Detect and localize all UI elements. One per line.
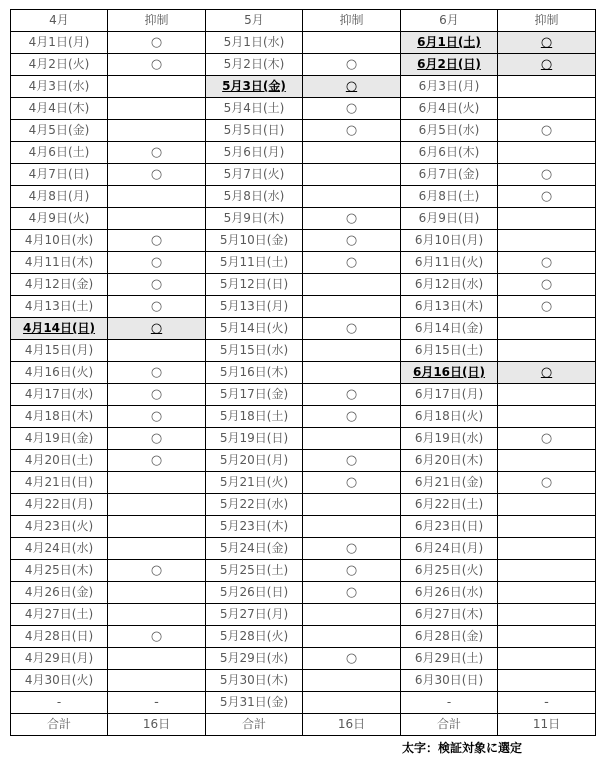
suppression-april-cell: ○: [108, 274, 206, 296]
date-april-cell: 4月2日(火): [11, 54, 108, 76]
legend-note: 太字：検証対象に選定: [402, 741, 523, 755]
total-label-june: 合計: [401, 714, 498, 736]
table-row: [11, 406, 596, 428]
suppression-april-cell: [108, 472, 206, 494]
date-april-cell: 4月27日(土): [11, 604, 108, 626]
date-june-cell: 6月21日(金): [401, 472, 498, 494]
suppression-may-cell: ○: [303, 76, 401, 98]
table-row: [11, 274, 596, 296]
date-june-cell: 6月1日(土): [401, 32, 498, 54]
date-april-cell: 4月22日(月): [11, 494, 108, 516]
suppression-april-cell: ○: [108, 450, 206, 472]
suppression-june-cell: [498, 98, 596, 120]
header-may: 5月: [206, 10, 303, 32]
suppression-may-cell: [303, 274, 401, 296]
suppression-may-cell: ○: [303, 406, 401, 428]
table-row: [11, 362, 596, 384]
date-april-cell: 4月24日(水): [11, 538, 108, 560]
suppression-april-cell: [108, 340, 206, 362]
date-june-cell: 6月17日(月): [401, 384, 498, 406]
suppression-may-cell: [303, 340, 401, 362]
suppression-april-cell: ○: [108, 626, 206, 648]
suppression-june-cell: ○: [498, 274, 596, 296]
table-row: [11, 252, 596, 274]
date-june-cell: 6月27日(木): [401, 604, 498, 626]
table-row: [11, 516, 596, 538]
suppression-calendar-table: [10, 9, 596, 736]
date-april-cell: 4月8日(月): [11, 186, 108, 208]
date-may-cell: 5月8日(水): [206, 186, 303, 208]
date-april-cell: -: [11, 692, 108, 714]
suppression-june-cell: ○: [498, 186, 596, 208]
table-row: [11, 692, 596, 714]
date-april-cell: 4月23日(火): [11, 516, 108, 538]
totals-row: [11, 714, 596, 736]
suppression-may-cell: ○: [303, 98, 401, 120]
suppression-june-cell: -: [498, 692, 596, 714]
suppression-may-cell: [303, 32, 401, 54]
table-row: [11, 208, 596, 230]
date-april-cell: 4月3日(水): [11, 76, 108, 98]
date-june-cell: 6月3日(月): [401, 76, 498, 98]
suppression-may-cell: ○: [303, 230, 401, 252]
suppression-april-cell: [108, 98, 206, 120]
suppression-may-cell: ○: [303, 538, 401, 560]
date-april-cell: 4月4日(木): [11, 98, 108, 120]
suppression-may-cell: [303, 428, 401, 450]
table-row: [11, 164, 596, 186]
date-june-cell: 6月18日(火): [401, 406, 498, 428]
suppression-may-cell: [303, 626, 401, 648]
date-april-cell: 4月13日(土): [11, 296, 108, 318]
suppression-june-cell: [498, 318, 596, 340]
suppression-may-cell: ○: [303, 208, 401, 230]
date-may-cell: 5月26日(日): [206, 582, 303, 604]
header-april: 4月: [11, 10, 108, 32]
suppression-june-cell: [498, 604, 596, 626]
suppression-april-cell: ○: [108, 252, 206, 274]
date-april-cell: 4月7日(日): [11, 164, 108, 186]
suppression-june-cell: ○: [498, 32, 596, 54]
table-row: [11, 604, 596, 626]
date-june-cell: 6月4日(火): [401, 98, 498, 120]
suppression-may-cell: ○: [303, 120, 401, 142]
suppression-june-cell: [498, 648, 596, 670]
table-row: [11, 560, 596, 582]
table-row: [11, 186, 596, 208]
suppression-june-cell: ○: [498, 164, 596, 186]
table-row: [11, 142, 596, 164]
table-row: [11, 120, 596, 142]
date-april-cell: 4月25日(木): [11, 560, 108, 582]
suppression-may-cell: [303, 516, 401, 538]
date-june-cell: 6月15日(土): [401, 340, 498, 362]
date-april-cell: 4月14日(日): [11, 318, 108, 340]
date-june-cell: 6月28日(金): [401, 626, 498, 648]
date-may-cell: 5月24日(金): [206, 538, 303, 560]
table-row: [11, 648, 596, 670]
suppression-april-cell: ○: [108, 296, 206, 318]
suppression-april-cell: [108, 604, 206, 626]
date-may-cell: 5月30日(木): [206, 670, 303, 692]
date-may-cell: 5月22日(水): [206, 494, 303, 516]
suppression-june-cell: [498, 406, 596, 428]
suppression-may-cell: [303, 296, 401, 318]
table-row: [11, 450, 596, 472]
date-may-cell: 5月13日(月): [206, 296, 303, 318]
date-april-cell: 4月19日(金): [11, 428, 108, 450]
date-june-cell: 6月26日(水): [401, 582, 498, 604]
suppression-june-cell: [498, 560, 596, 582]
date-june-cell: 6月6日(木): [401, 142, 498, 164]
date-june-cell: 6月20日(木): [401, 450, 498, 472]
suppression-april-cell: ○: [108, 362, 206, 384]
date-may-cell: 5月31日(金): [206, 692, 303, 714]
date-april-cell: 4月6日(土): [11, 142, 108, 164]
table-row: [11, 538, 596, 560]
total-days-june: 11日: [498, 714, 596, 736]
date-june-cell: 6月25日(火): [401, 560, 498, 582]
date-may-cell: 5月25日(土): [206, 560, 303, 582]
suppression-april-cell: ○: [108, 318, 206, 340]
suppression-april-cell: ○: [108, 54, 206, 76]
date-june-cell: 6月23日(日): [401, 516, 498, 538]
suppression-may-cell: ○: [303, 252, 401, 274]
suppression-june-cell: [498, 384, 596, 406]
suppression-april-cell: [108, 648, 206, 670]
suppression-april-cell: [108, 538, 206, 560]
suppression-june-cell: [498, 142, 596, 164]
suppression-june-cell: ○: [498, 472, 596, 494]
suppression-april-cell: ○: [108, 142, 206, 164]
suppression-april-cell: ○: [108, 560, 206, 582]
suppression-may-cell: [303, 692, 401, 714]
suppression-april-cell: ○: [108, 230, 206, 252]
suppression-june-cell: [498, 340, 596, 362]
table-row: [11, 296, 596, 318]
date-may-cell: 5月15日(水): [206, 340, 303, 362]
date-june-cell: 6月24日(月): [401, 538, 498, 560]
header-suppression-june: 抑制: [498, 10, 596, 32]
suppression-june-cell: ○: [498, 252, 596, 274]
date-may-cell: 5月11日(土): [206, 252, 303, 274]
date-april-cell: 4月9日(火): [11, 208, 108, 230]
suppression-april-cell: [108, 494, 206, 516]
date-april-cell: 4月17日(水): [11, 384, 108, 406]
date-may-cell: 5月17日(金): [206, 384, 303, 406]
suppression-june-cell: ○: [498, 120, 596, 142]
date-june-cell: 6月11日(火): [401, 252, 498, 274]
suppression-may-cell: [303, 670, 401, 692]
date-april-cell: 4月18日(木): [11, 406, 108, 428]
suppression-june-cell: [498, 538, 596, 560]
table-row: [11, 340, 596, 362]
date-june-cell: 6月8日(土): [401, 186, 498, 208]
suppression-june-cell: ○: [498, 296, 596, 318]
date-june-cell: 6月5日(水): [401, 120, 498, 142]
date-april-cell: 4月1日(月): [11, 32, 108, 54]
date-june-cell: -: [401, 692, 498, 714]
total-days-april: 16日: [108, 714, 206, 736]
date-may-cell: 5月28日(火): [206, 626, 303, 648]
table-row: [11, 670, 596, 692]
date-june-cell: 6月16日(日): [401, 362, 498, 384]
date-june-cell: 6月12日(水): [401, 274, 498, 296]
date-april-cell: 4月29日(月): [11, 648, 108, 670]
date-june-cell: 6月29日(土): [401, 648, 498, 670]
date-april-cell: 4月10日(水): [11, 230, 108, 252]
suppression-may-cell: ○: [303, 472, 401, 494]
suppression-june-cell: [498, 230, 596, 252]
date-may-cell: 5月3日(金): [206, 76, 303, 98]
table-row: [11, 98, 596, 120]
date-april-cell: 4月26日(金): [11, 582, 108, 604]
date-april-cell: 4月16日(火): [11, 362, 108, 384]
date-april-cell: 4月20日(土): [11, 450, 108, 472]
total-days-may: 16日: [303, 714, 401, 736]
table-row: [11, 626, 596, 648]
suppression-june-cell: [498, 76, 596, 98]
suppression-april-cell: -: [108, 692, 206, 714]
date-may-cell: 5月21日(火): [206, 472, 303, 494]
date-may-cell: 5月7日(火): [206, 164, 303, 186]
suppression-may-cell: ○: [303, 54, 401, 76]
suppression-june-cell: [498, 670, 596, 692]
suppression-june-cell: ○: [498, 362, 596, 384]
date-april-cell: 4月21日(日): [11, 472, 108, 494]
suppression-april-cell: [108, 76, 206, 98]
table-row: [11, 384, 596, 406]
date-may-cell: 5月12日(日): [206, 274, 303, 296]
date-may-cell: 5月19日(日): [206, 428, 303, 450]
date-june-cell: 6月10日(月): [401, 230, 498, 252]
suppression-april-cell: [108, 208, 206, 230]
date-may-cell: 5月10日(金): [206, 230, 303, 252]
table-row: [11, 472, 596, 494]
suppression-april-cell: ○: [108, 384, 206, 406]
date-april-cell: 4月11日(木): [11, 252, 108, 274]
total-label-may: 合計: [206, 714, 303, 736]
suppression-june-cell: [498, 494, 596, 516]
date-may-cell: 5月14日(火): [206, 318, 303, 340]
suppression-june-cell: [498, 208, 596, 230]
date-june-cell: 6月9日(日): [401, 208, 498, 230]
suppression-may-cell: [303, 164, 401, 186]
header-row: [11, 10, 596, 32]
date-may-cell: 5月27日(月): [206, 604, 303, 626]
suppression-april-cell: [108, 186, 206, 208]
table-row: [11, 230, 596, 252]
suppression-may-cell: ○: [303, 384, 401, 406]
date-june-cell: 6月19日(水): [401, 428, 498, 450]
date-may-cell: 5月16日(木): [206, 362, 303, 384]
date-june-cell: 6月2日(日): [401, 54, 498, 76]
suppression-april-cell: [108, 120, 206, 142]
date-june-cell: 6月22日(土): [401, 494, 498, 516]
date-april-cell: 4月5日(金): [11, 120, 108, 142]
suppression-june-cell: [498, 582, 596, 604]
date-may-cell: 5月6日(月): [206, 142, 303, 164]
table-row: [11, 318, 596, 340]
date-may-cell: 5月1日(水): [206, 32, 303, 54]
suppression-june-cell: [498, 516, 596, 538]
date-june-cell: 6月13日(木): [401, 296, 498, 318]
suppression-april-cell: ○: [108, 406, 206, 428]
suppression-may-cell: [303, 494, 401, 516]
date-may-cell: 5月9日(木): [206, 208, 303, 230]
table-row: [11, 54, 596, 76]
suppression-april-cell: [108, 670, 206, 692]
suppression-april-cell: [108, 582, 206, 604]
suppression-may-cell: ○: [303, 582, 401, 604]
suppression-april-cell: ○: [108, 32, 206, 54]
table-row: [11, 582, 596, 604]
suppression-june-cell: [498, 450, 596, 472]
date-april-cell: 4月15日(月): [11, 340, 108, 362]
header-suppression-may: 抑制: [303, 10, 401, 32]
date-may-cell: 5月5日(日): [206, 120, 303, 142]
suppression-may-cell: ○: [303, 560, 401, 582]
date-may-cell: 5月2日(木): [206, 54, 303, 76]
suppression-may-cell: [303, 186, 401, 208]
suppression-may-cell: ○: [303, 648, 401, 670]
header-june: 6月: [401, 10, 498, 32]
date-may-cell: 5月18日(土): [206, 406, 303, 428]
suppression-may-cell: ○: [303, 450, 401, 472]
table-row: [11, 32, 596, 54]
date-may-cell: 5月23日(木): [206, 516, 303, 538]
suppression-april-cell: ○: [108, 428, 206, 450]
suppression-may-cell: [303, 604, 401, 626]
date-june-cell: 6月7日(金): [401, 164, 498, 186]
date-april-cell: 4月30日(火): [11, 670, 108, 692]
date-may-cell: 5月20日(月): [206, 450, 303, 472]
suppression-may-cell: [303, 362, 401, 384]
total-label-april: 合計: [11, 714, 108, 736]
date-april-cell: 4月12日(金): [11, 274, 108, 296]
table-row: [11, 76, 596, 98]
table-row: [11, 428, 596, 450]
suppression-may-cell: ○: [303, 318, 401, 340]
suppression-april-cell: [108, 516, 206, 538]
date-june-cell: 6月30日(日): [401, 670, 498, 692]
header-suppression-april: 抑制: [108, 10, 206, 32]
suppression-april-cell: ○: [108, 164, 206, 186]
date-may-cell: 5月29日(水): [206, 648, 303, 670]
suppression-june-cell: [498, 626, 596, 648]
table-row: [11, 494, 596, 516]
suppression-june-cell: ○: [498, 428, 596, 450]
suppression-june-cell: ○: [498, 54, 596, 76]
date-may-cell: 5月4日(土): [206, 98, 303, 120]
date-june-cell: 6月14日(金): [401, 318, 498, 340]
date-april-cell: 4月28日(日): [11, 626, 108, 648]
suppression-may-cell: [303, 142, 401, 164]
